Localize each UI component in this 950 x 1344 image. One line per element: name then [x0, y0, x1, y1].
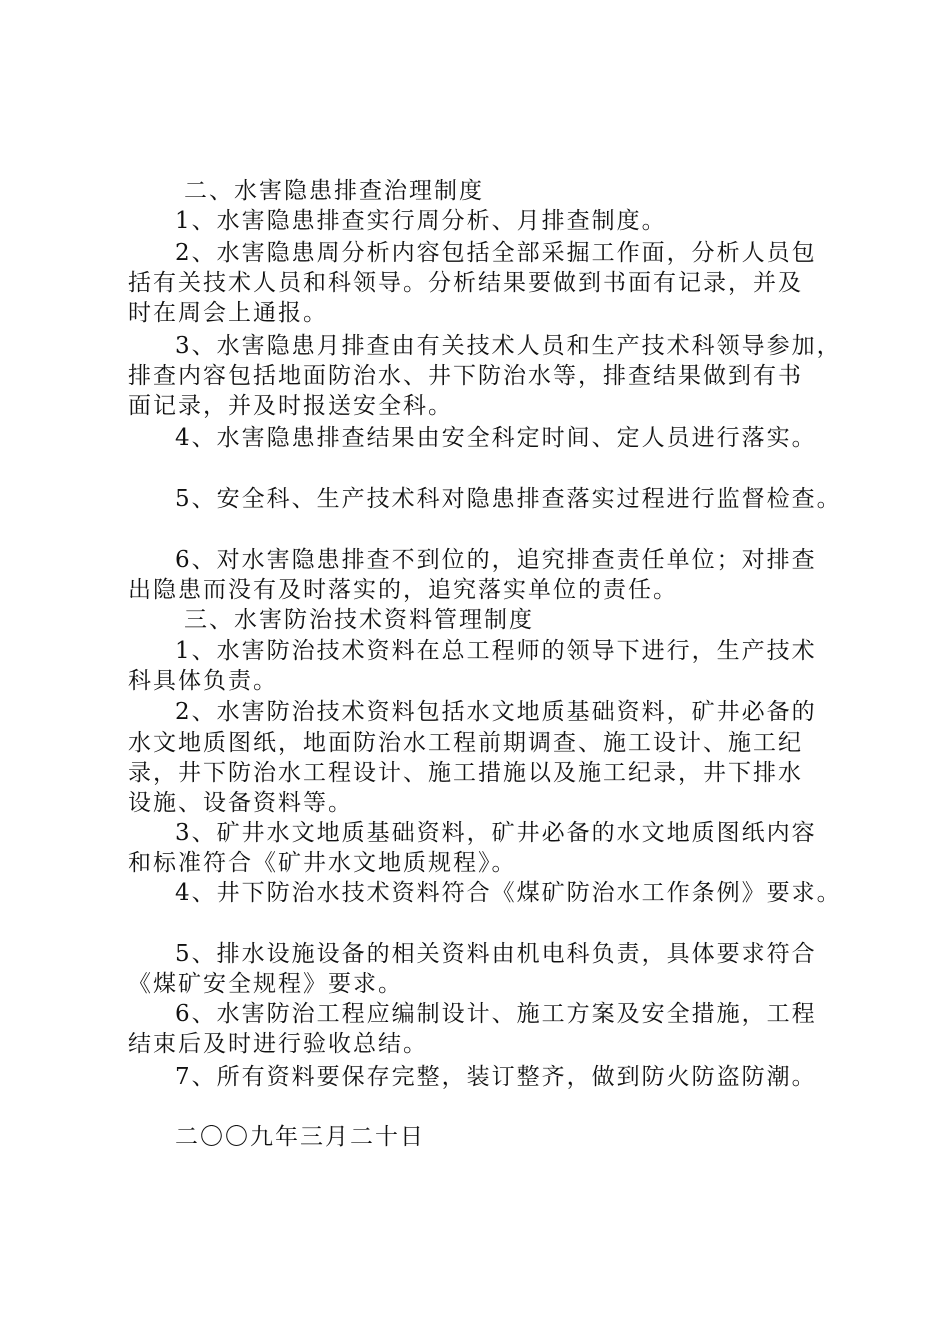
- s2-item-1: 1、水害隐患排查实行周分析、月排查制度。: [175, 208, 667, 234]
- s3-item-5-line-1: 5、排水设施设备的相关资料由机电科负责，具体要求符合: [175, 941, 817, 967]
- section-2-heading: 二、水害隐患排查治理制度: [184, 178, 484, 204]
- s3-item-2-line-3: 录，井下防治水工程设计、施工措施以及施工纪录，井下排水: [128, 760, 803, 786]
- s3-item-5-line-2: 《煤矿安全规程》要求。: [128, 971, 403, 997]
- s2-item-3-line-3: 面记录，并及时报送安全科。: [128, 393, 453, 419]
- s2-item-6-line-1: 6、对水害隐患排查不到位的，追究排查责任单位；对排查: [175, 547, 817, 573]
- s3-item-1-line-2: 科具体负责。: [128, 668, 278, 694]
- s2-item-2-line-1: 2、水害隐患周分析内容包括全部采掘工作面，分析人员包: [175, 240, 817, 266]
- s3-item-3-line-2: 和标准符合《矿井水文地质规程》。: [128, 850, 517, 876]
- s3-item-3-line-1: 3、矿井水文地质基础资料，矿井必备的水文地质图纸内容: [175, 820, 817, 846]
- s2-item-2-line-2: 括有关技术人员和科领导。分析结果要做到书面有记录，并及: [128, 270, 803, 296]
- s3-item-2-line-1: 2、水害防治技术资料包括水文地质基础资料，矿井必备的: [175, 699, 817, 725]
- s2-item-4: 4、水害隐患排查结果由安全科定时间、定人员进行落实。: [175, 425, 817, 451]
- s3-item-2-line-2: 水文地质图纸，地面防治水工程前期调查、施工设计、施工纪: [128, 730, 803, 756]
- s3-item-6-line-1: 6、水害防治工程应编制设计、施工方案及安全措施，工程: [175, 1001, 817, 1027]
- section-3-heading: 三、水害防治技术资料管理制度: [184, 607, 534, 633]
- s3-item-1-line-1: 1、水害防治技术资料在总工程师的领导下进行，生产技术: [175, 638, 817, 664]
- s2-item-5: 5、安全科、生产技术科对隐患排查落实过程进行监督检查。: [175, 486, 842, 512]
- s3-item-7: 7、所有资料要保存完整，装订整齐，做到防火防盗防潮。: [175, 1064, 817, 1090]
- s3-item-2-line-4: 设施、设备资料等。: [128, 790, 353, 816]
- s3-item-4: 4、井下防治水技术资料符合《煤矿防治水工作条例》要求。: [175, 880, 842, 906]
- s2-item-3-line-2: 排查内容包括地面防治水、井下防治水等，排查结果做到有书: [128, 363, 803, 389]
- s3-item-6-line-2: 结束后及时进行验收总结。: [128, 1031, 428, 1057]
- document-date: 二〇〇九年三月二十日: [175, 1124, 425, 1150]
- s2-item-2-line-3: 时在周会上通报。: [128, 300, 328, 326]
- s2-item-6-line-2: 出隐患而没有及时落实的，追究落实单位的责任。: [128, 577, 678, 603]
- s2-item-3-line-1: 3、水害隐患月排查由有关技术人员和生产技术科领导参加，: [175, 333, 842, 359]
